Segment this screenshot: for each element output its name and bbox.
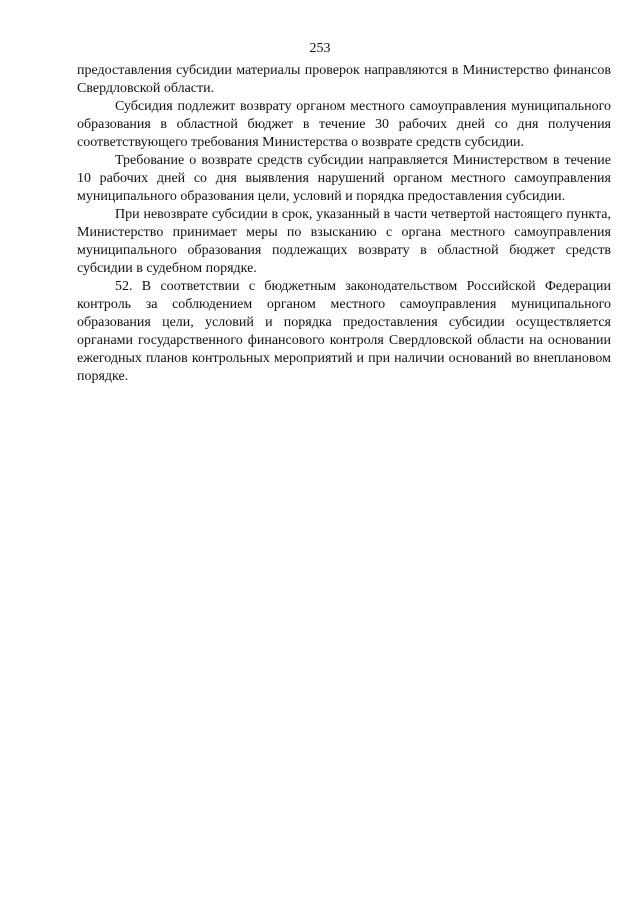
paragraph-subsidy-return: Субсидия подлежит возврату органом местного самоуправления муниципального образования в областной бюджет в течение 30 рабочих дней со дня получения соответствующего требования Министерства о возврате средств субсидии. (77, 99, 611, 150)
paragraph-52-control: 52. В соответствии с бюджетным законодательством Российской Федерации контроль за соблюдением органом местного самоуправления муниципального образования цели, условий и порядка предоставления субсидии осуществляется органами государственного финансового контроля Свердловской области на основании ежегодных планов контрольных мероприятий и при наличии оснований во внеплановом порядке. (77, 279, 611, 384)
paragraph-continuation: предоставления субсидии материалы проверок направляются в Министерство финансов Свердловской области. (77, 63, 611, 96)
document-body (77, 62, 611, 386)
page-number: 253 (309, 41, 331, 56)
paragraph-return-requirement: Требование о возврате средств субсидии направляется Министерством в течение 10 рабочих дней со дня выявления нарушений органом местного самоуправления муниципального образования цели, условий и порядка предоставления субсидии. (77, 153, 611, 204)
paragraph-non-return-measures: При невозврате субсидии в срок, указанный в части четвертой настоящего пункта, Министерство принимает меры по взысканию с органа местного самоуправления муниципального образования подлежащих возврату в областной бюджет средств субсидии в судебном порядке. (77, 207, 611, 276)
